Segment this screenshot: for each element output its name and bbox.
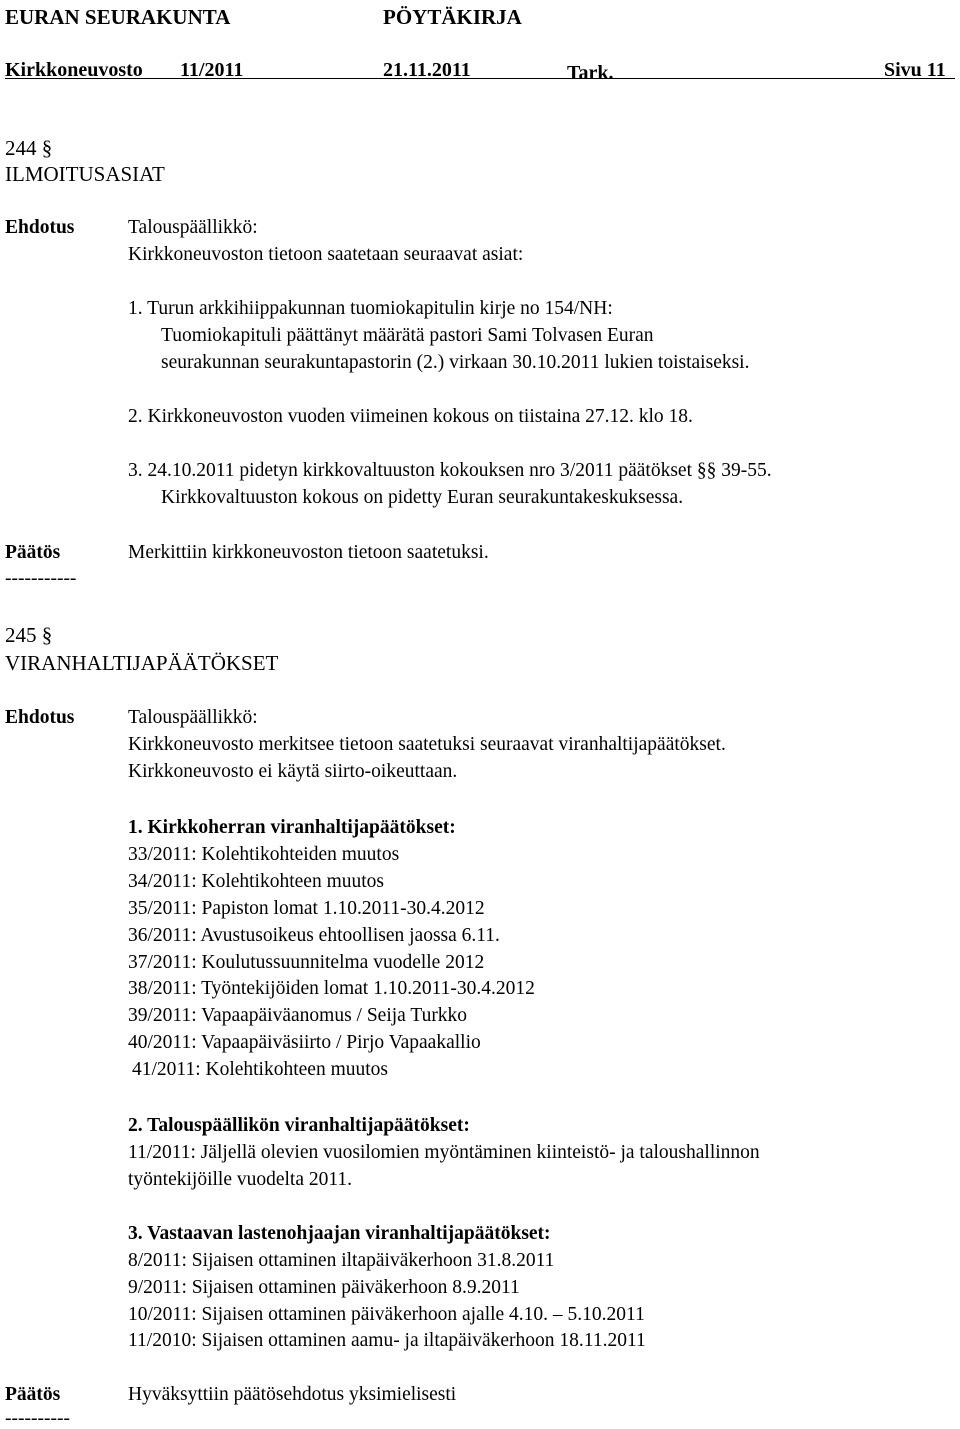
list-item: 35/2011: Papiston lomat 1.10.2011-30.4.2012 bbox=[128, 898, 485, 919]
list-item: 8/2011: Sijaisen ottaminen iltapäiväkerhoon 31.8.2011 bbox=[128, 1250, 555, 1271]
list-item: 41/2011: Kolehtikohteen muutos bbox=[132, 1059, 389, 1080]
list-item: 34/2011: Kolehtikohteen muutos bbox=[128, 871, 385, 892]
list-item: 39/2011: Vapaapäiväanomus / Seija Turkko bbox=[128, 1005, 468, 1026]
list-item: työntekijöille vuodelta 2011. bbox=[128, 1169, 353, 1190]
group-title: 2. Talouspäällikön viranhaltijapäätökset: bbox=[128, 1115, 470, 1136]
decision-label: Päätös bbox=[5, 1384, 61, 1405]
decision-text: Merkittiin kirkkoneuvoston tietoon saatetuksi. bbox=[128, 542, 489, 563]
decision-label: Päätös bbox=[5, 542, 61, 563]
separator: ---------- bbox=[5, 1408, 70, 1429]
list-item: 38/2011: Työntekijöiden lomat 1.10.2011-30.4.2012 bbox=[128, 978, 535, 999]
group-title: 3. Vastaavan lastenohjaajan viranhaltijapäätökset: bbox=[128, 1223, 551, 1244]
meeting-date: 21.11.2011 bbox=[383, 59, 471, 81]
proposal-label: Ehdotus bbox=[5, 217, 75, 238]
proposer: Talouspäällikkö: bbox=[128, 707, 258, 728]
group-title: 1. Kirkkoherran viranhaltijapäätökset: bbox=[128, 817, 456, 838]
proposal-label: Ehdotus bbox=[5, 707, 75, 728]
checked-label bbox=[567, 60, 832, 83]
list-item: seurakunnan seurakuntapastorin (2.) virkaan 30.10.2011 lukien toistaiseksi. bbox=[161, 352, 750, 373]
list-item: 2. Kirkkoneuvoston vuoden viimeinen kokous on tiistaina 27.12. klo 18. bbox=[128, 406, 693, 427]
list-item: 37/2011: Koulutussuunnitelma vuodelle 2012 bbox=[128, 952, 485, 973]
section-number: 245 § bbox=[5, 623, 53, 647]
list-item: 11/2011: Jäljellä olevien vuosilomien myöntäminen kiinteistö- ja taloushallinnon bbox=[128, 1142, 760, 1163]
proposer: Talouspäällikkö: bbox=[128, 217, 258, 238]
header-rule bbox=[5, 78, 955, 79]
signature-line bbox=[737, 60, 832, 79]
list-item: Tuomiokapituli päättänyt määrätä pastori Sami Tolvasen Euran bbox=[161, 325, 654, 346]
list-item: 36/2011: Avustusoikeus ehtoollisen jaossa 6.11. bbox=[128, 925, 500, 946]
section-title: ILMOITUSASIAT bbox=[5, 162, 165, 186]
checked-text: Tark. bbox=[567, 62, 614, 84]
list-item: 10/2011: Sijaisen ottaminen päiväkerhoon ajalle 4.10. – 5.10.2011 bbox=[128, 1304, 645, 1325]
decision-text: Hyväksyttiin päätösehdotus yksimielisesti bbox=[128, 1384, 457, 1405]
list-item: Kirkkovaltuuston kokous on pidetty Euran seurakuntakeskuksessa. bbox=[161, 487, 684, 508]
org-name: EURAN SEURAKUNTA bbox=[5, 5, 231, 29]
document-type: PÖYTÄKIRJA bbox=[383, 5, 522, 29]
page-number: Sivu 11 bbox=[884, 59, 946, 81]
intro-text: Kirkkoneuvoston tietoon saatetaan seuraavat asiat: bbox=[128, 244, 524, 265]
separator: ----------- bbox=[5, 568, 77, 589]
section-title: VIRANHALTIJAPÄÄTÖKSET bbox=[5, 651, 279, 675]
signature-line bbox=[627, 60, 722, 79]
list-item: 9/2011: Sijaisen ottaminen päiväkerhoon 8.9.2011 bbox=[128, 1277, 520, 1298]
list-item: 1. Turun arkkihiippakunnan tuomiokapitulin kirje no 154/NH: bbox=[128, 298, 613, 319]
list-item: 40/2011: Vapaapäiväsiirto / Pirjo Vapaakallio bbox=[128, 1032, 481, 1053]
section-number: 244 § bbox=[5, 136, 53, 160]
list-item: 3. 24.10.2011 pidetyn kirkkovaltuuston kokouksen nro 3/2011 päätökset §§ 39-55. bbox=[128, 460, 772, 481]
intro-text: Kirkkoneuvosto ei käytä siirto-oikeuttaan. bbox=[128, 761, 458, 782]
intro-text: Kirkkoneuvosto merkitsee tietoon saatetuksi seuraavat viranhaltijapäätökset. bbox=[128, 734, 726, 755]
list-item: 33/2011: Kolehtikohteiden muutos bbox=[128, 844, 400, 865]
meeting-name: Kirkkoneuvosto bbox=[5, 59, 143, 81]
meeting-number: 11/2011 bbox=[180, 59, 244, 81]
list-item: 11/2010: Sijaisen ottaminen aamu- ja iltapäiväkerhoon 18.11.2011 bbox=[128, 1330, 646, 1351]
